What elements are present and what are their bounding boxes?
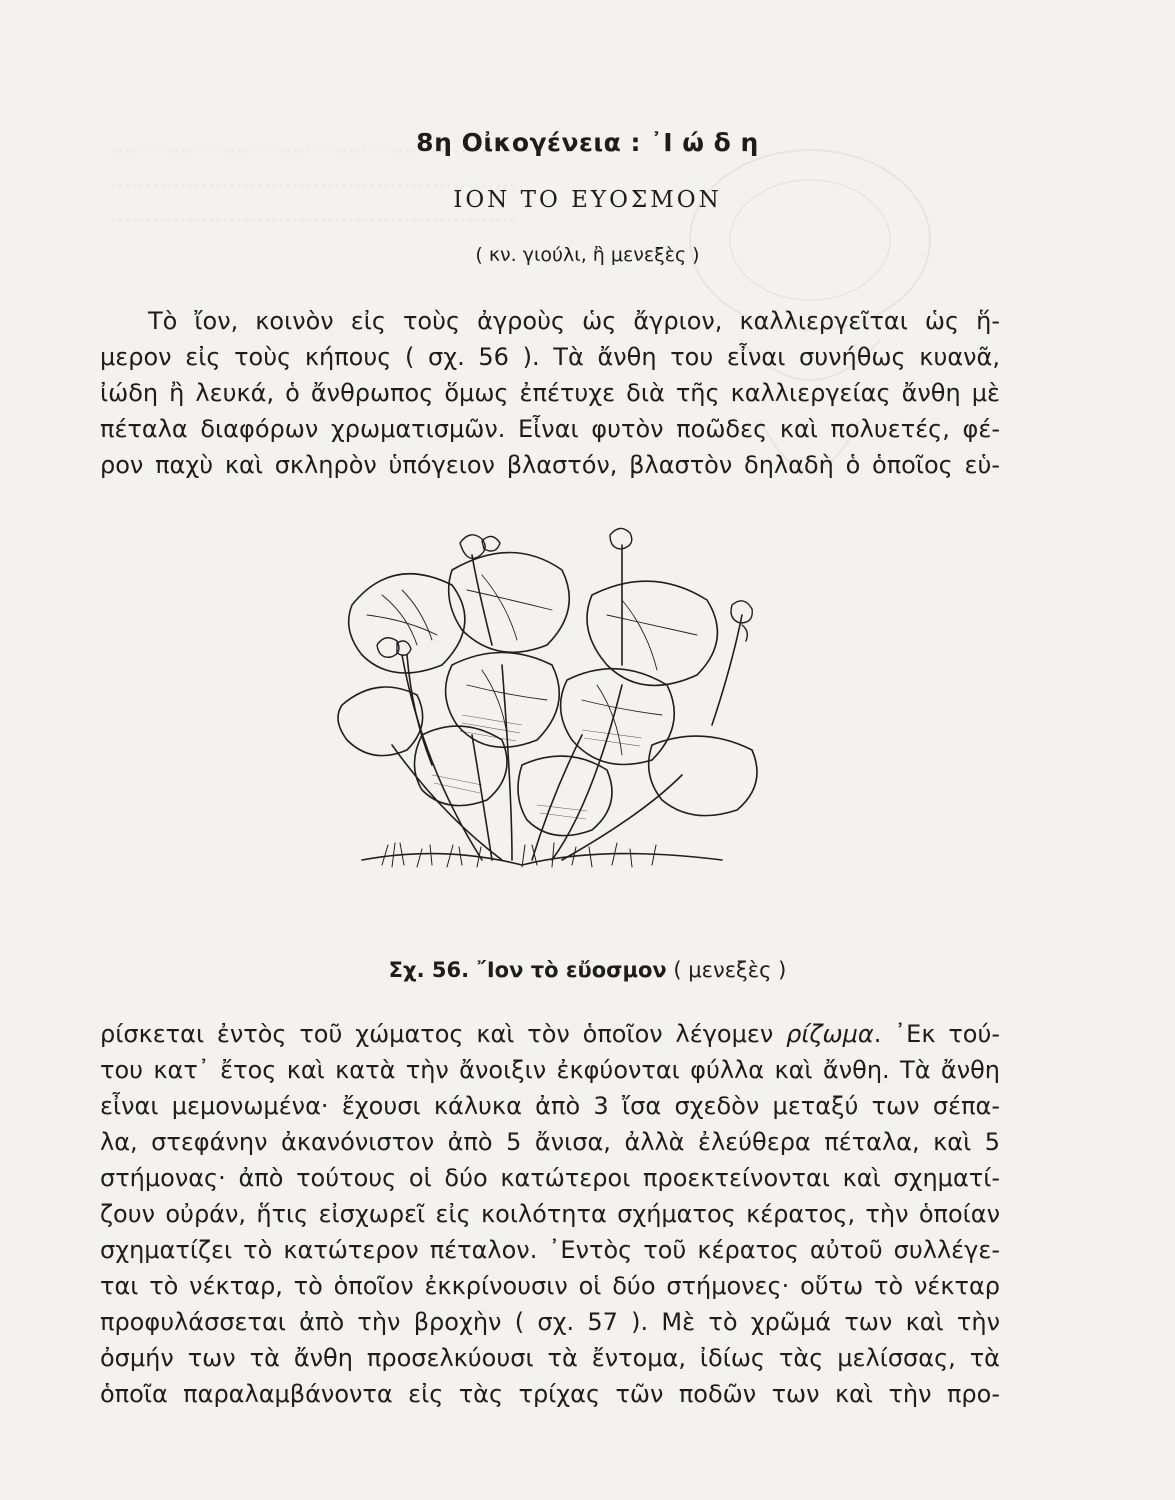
paragraph-line: μερον εἰς τοὺς κήπους ( σχ. 56 ). Τὰ ἄνθη του εἶναι συνήθως κυανᾶ,	[100, 343, 1000, 371]
paragraph-line: ρον παχὺ καὶ σκληρὸν ὑπόγειον βλαστόν, βλαστὸν δηλαδὴ ὁ ὁποῖος εὑ-	[100, 451, 1000, 479]
paragraph-line: ζουν οὐράν, ἥτις εἰσχωρεῖ εἰς κοιλότητα σχήματος κέρατος, τὴν ὁποίαν	[100, 1200, 1000, 1228]
family-heading: 8η Οἰκογένεια : ᾿Ι ώ δ η	[416, 128, 759, 157]
paragraph-line: Τὸ ἴον, κοινὸν εἰς τοὺς ἀγροὺς ὡς ἄγριον, καλλιεργεῖται ὡς ἥ-	[148, 307, 1000, 335]
species-title: ΙΟΝ ΤΟ ΕΥΟΣΜΟΝ	[453, 187, 722, 213]
common-name: ( κν. γιούλι, ἢ μενεξὲς )	[475, 244, 700, 266]
paragraph-line: εἶναι μεμονωμένα· ἔχουσι κάλυκα ἀπὸ 3 ἴσα σχεδὸν μεταξύ των σέπα-	[100, 1092, 1000, 1120]
paragraph-line: πέταλα διαφόρων χρωματισμῶν. Εἶναι φυτὸν ποῶδες καὶ πολυετές, φέ-	[100, 415, 1000, 443]
paragraph-2	[100, 1016, 1000, 1412]
caption-note: ( μενεξὲς )	[673, 958, 787, 982]
caption-label: Σχ. 56. ῎Ιον τὸ εὔοσμον	[388, 958, 667, 982]
paragraph-line: σχηματίζει τὸ κατώτερον πέταλον. ᾿Εντὸς τοῦ κέρατος αὐτοῦ συλλέγε-	[100, 1236, 1000, 1264]
paragraph-line: ρίσκεται ἐντὸς τοῦ χώματος καὶ τὸν ὁποῖον λέγομεν ρίζωμα. ᾿Εκ τού-	[100, 1020, 1001, 1048]
paragraph-line: ἰώδη ἢ λευκά, ὁ ἄνθρωπος ὅμως ἐπέτυχε διὰ τῆς καλλιεργείας ἄνθη μὲ	[100, 379, 1000, 407]
italic-term: ρίζωμα	[786, 1020, 874, 1048]
figure-caption	[0, 958, 1175, 982]
violet-plant-illustration	[322, 515, 792, 885]
paragraph-line: ὀσμήν των τὰ ἄνθη προσελκύουσι τὰ ἔντομα, ἰδίως τὰς μελίσσας, τὰ	[100, 1344, 1000, 1372]
paragraph-line: προφυλάσσεται ἀπὸ τὴν βροχὴν ( σχ. 57 ). Μὲ τὸ χρῶμά των καὶ τὴν	[100, 1308, 1000, 1336]
paragraph-line: ται τὸ νέκταρ, τὸ ὁποῖον ἐκκρίνουσιν οἱ δύο στήμονες· οὕτω τὸ νέκταρ	[100, 1272, 1000, 1300]
paragraph-line: του κατ᾿ ἔτος καὶ κατὰ τὴν ἄνοιξιν ἐκφύονται φύλλα καὶ ἄνθη. Τὰ ἄνθη	[100, 1056, 1000, 1084]
paragraph-line: λα, στεφάνην ἀκανόνιστον ἀπὸ 5 ἄνισα, ἀλλὰ ἐλεύθερα πέταλα, καὶ 5	[100, 1128, 1000, 1156]
paragraph-line: στήμονας· ἀπὸ τούτους οἱ δύο κατώτεροι προεκτείνονται καὶ σχηματί-	[100, 1164, 1000, 1192]
paragraph-1	[100, 303, 1000, 483]
paragraph-line: ὁποῖα παραλαμβάνοντα εἰς τὰς τρίχας τῶν ποδῶν των καὶ τὴν προ-	[100, 1380, 1000, 1408]
